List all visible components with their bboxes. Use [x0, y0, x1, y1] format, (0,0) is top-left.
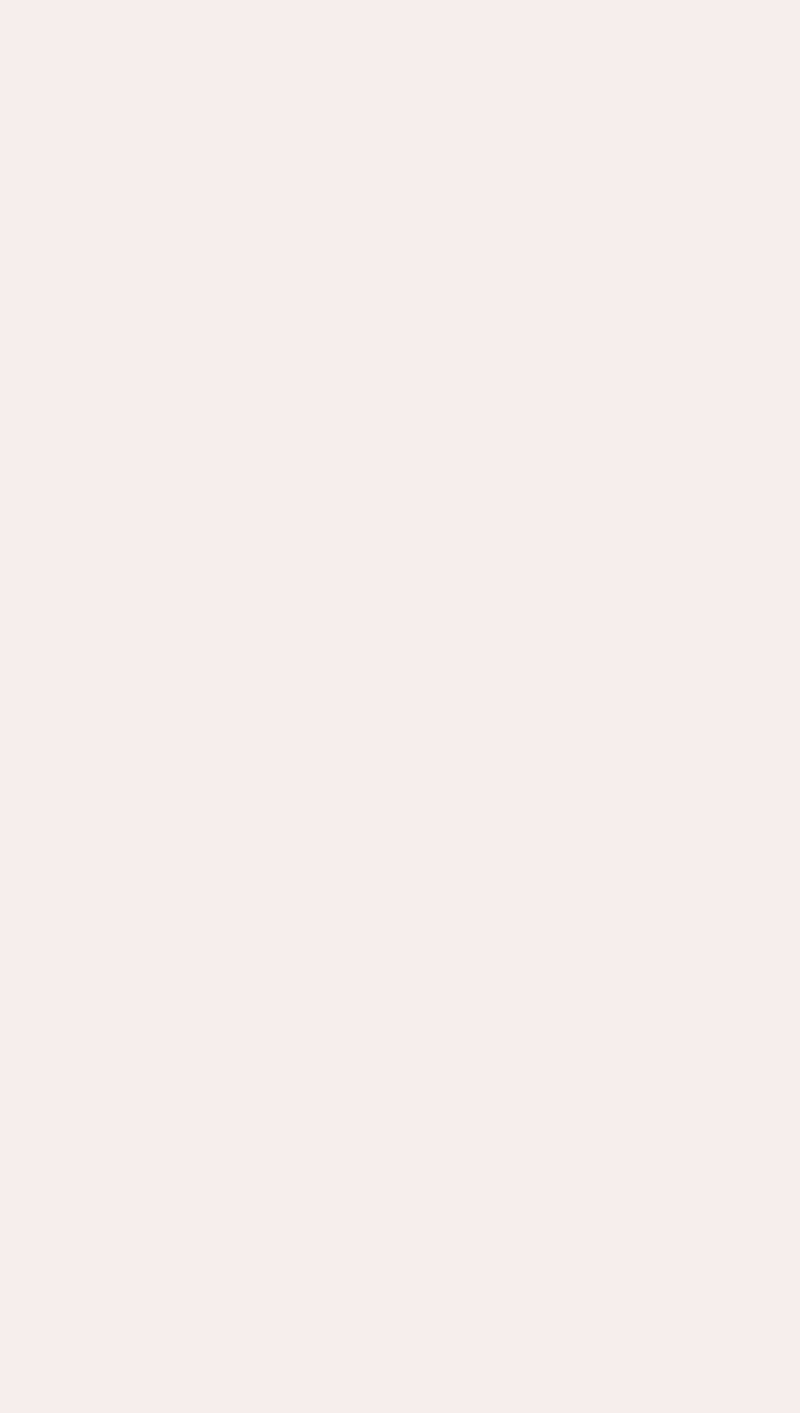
table-of-contents — [58, 320, 774, 346]
